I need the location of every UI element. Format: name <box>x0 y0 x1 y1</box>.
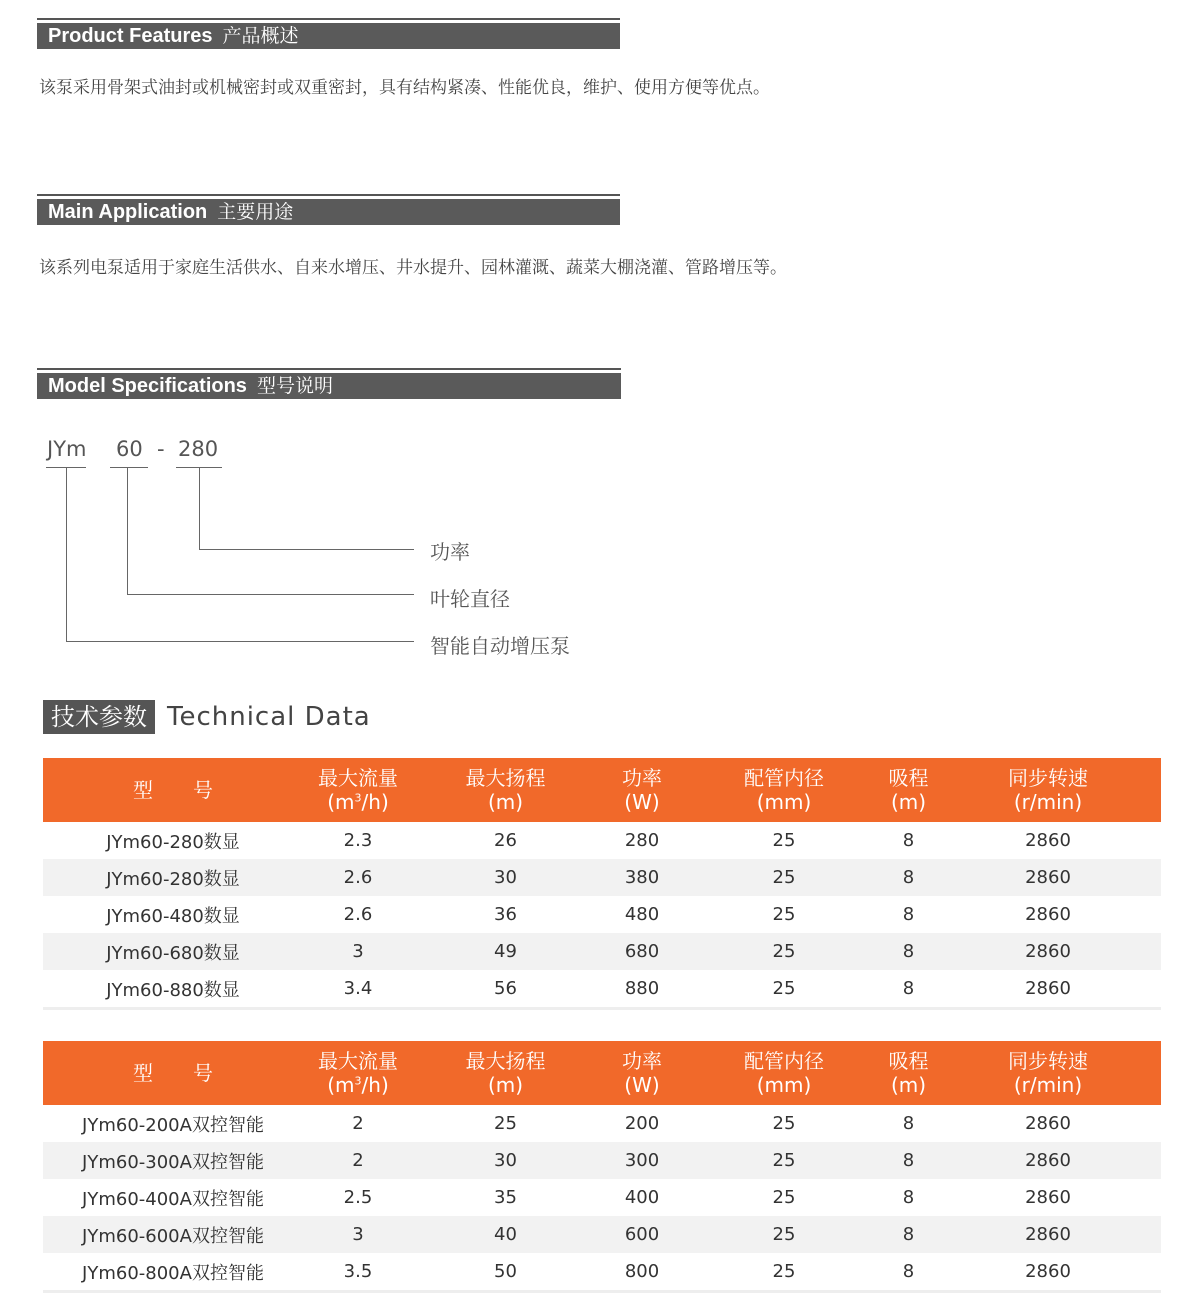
cell-power: 200 <box>624 1113 660 1134</box>
code-underline <box>110 467 148 468</box>
table-row <box>43 1216 1161 1253</box>
cell-speed: 2860 <box>935 1216 1161 1253</box>
section-title-bar <box>37 199 620 225</box>
header-power-unit: (W) <box>624 790 660 814</box>
header-head-label: 最大扬程 <box>465 766 546 790</box>
table-row <box>43 822 1161 859</box>
section-title-bar <box>37 373 621 399</box>
header-speed-unit: (r/min) <box>1013 790 1083 814</box>
cell-power: 600 <box>598 1216 686 1253</box>
table-row <box>43 970 1161 1009</box>
header-speed-label: 同步转速 <box>1008 766 1088 790</box>
table-row <box>43 859 1161 896</box>
cell-model: JYm60-300A双控智能 <box>43 1142 303 1179</box>
leader-line <box>199 467 200 549</box>
table-row <box>43 1253 1161 1292</box>
legend-pump-type: 智能自动增压泵 <box>430 634 570 658</box>
cell-pipe: 25 <box>686 1216 882 1253</box>
cell-flow: 3.4 <box>303 970 413 1009</box>
cell-pipe: 25 <box>686 1142 882 1179</box>
cell-power: 480 <box>624 904 660 925</box>
cell-power: 280 <box>624 830 660 851</box>
cell-suction: 8 <box>882 1216 935 1253</box>
cell-head: 56 <box>413 970 598 1009</box>
header-suction <box>882 1041 935 1105</box>
table-row <box>43 1105 1161 1142</box>
section-title-en: Model Specifications <box>48 375 247 397</box>
header-power <box>598 758 686 822</box>
cell-pipe: 25 <box>686 1253 882 1292</box>
cell-head: 25 <box>494 1113 517 1134</box>
cell-power: 400 <box>624 1187 660 1208</box>
header-flow-unit-post: /h) <box>361 790 389 814</box>
cell-speed: 2860 <box>1025 1113 1071 1134</box>
header-pipe-label: 配管内径 <box>744 1049 824 1073</box>
cell-suction: 8 <box>902 1113 915 1134</box>
cell-flow: 3 <box>303 933 413 970</box>
cell-pipe: 25 <box>772 830 796 851</box>
code-part-impeller: 60 <box>116 437 143 461</box>
cell-head: 30 <box>413 1142 598 1179</box>
cell-head: 36 <box>494 904 517 925</box>
header-flow <box>303 1041 413 1105</box>
cell-power: 680 <box>598 933 686 970</box>
header-suction <box>882 758 935 822</box>
divider <box>37 194 620 196</box>
code-part-power: 280 <box>178 437 219 461</box>
cell-power: 380 <box>598 859 686 896</box>
header-speed <box>935 758 1161 822</box>
table-header-row <box>43 1041 1161 1105</box>
technical-title-cn: 技术参数 <box>43 700 155 734</box>
table-header-row <box>43 758 1161 822</box>
table-row <box>43 896 1161 933</box>
cell-head: 35 <box>494 1187 517 1208</box>
leader-line <box>199 549 414 550</box>
technical-title-en: Technical Data <box>167 702 371 732</box>
cell-model: JYm60-400A双控智能 <box>82 1188 264 1210</box>
header-power-unit: (W) <box>624 1073 660 1097</box>
divider <box>37 368 621 370</box>
header-head-unit: (m) <box>487 790 524 814</box>
cell-flow: 2 <box>303 1142 413 1179</box>
header-suction-label: 吸程 <box>888 766 929 790</box>
header-model-label: 型 号 <box>133 1061 213 1085</box>
leader-line <box>127 594 414 595</box>
cell-speed: 2860 <box>1025 1187 1071 1208</box>
header-flow-unit-sup: 3 <box>354 1074 362 1088</box>
cell-speed: 2860 <box>935 933 1161 970</box>
header-pipe-label: 配管内径 <box>744 766 824 790</box>
cell-suction: 8 <box>882 1142 935 1179</box>
header-power-label: 功率 <box>622 1049 662 1073</box>
header-pipe <box>686 1041 882 1105</box>
header-head-label: 最大扬程 <box>465 1049 546 1073</box>
cell-power: 300 <box>598 1142 686 1179</box>
cell-speed: 2860 <box>1025 830 1071 851</box>
header-pipe-unit: (mm) <box>756 1073 812 1097</box>
cell-model: JYm60-480数显 <box>106 905 240 927</box>
cell-speed: 2860 <box>1025 904 1071 925</box>
cell-head: 30 <box>413 859 598 896</box>
cell-flow: 2.6 <box>303 859 413 896</box>
cell-power: 800 <box>598 1253 686 1292</box>
application-text: 该系列电泵适用于家庭生活供水、自来水增压、井水提升、园林灌溉、蔬菜大棚浇灌、管路增压等。 <box>39 258 787 278</box>
header-speed <box>935 1041 1161 1105</box>
cell-model: JYm60-200A双控智能 <box>82 1114 264 1136</box>
cell-model: JYm60-880数显 <box>43 970 303 1009</box>
cell-speed: 2860 <box>935 970 1161 1009</box>
header-flow-unit-sup: 3 <box>354 791 362 805</box>
cell-pipe: 25 <box>772 1187 796 1208</box>
cell-flow: 3.5 <box>303 1253 413 1292</box>
cell-flow: 2.6 <box>343 904 373 925</box>
section-title-en: Product Features <box>48 25 213 47</box>
section-title-cn: 产品概述 <box>222 25 299 47</box>
header-power-label: 功率 <box>622 766 662 790</box>
section-title-en: Main Application <box>48 201 208 223</box>
table-row <box>43 1179 1161 1216</box>
legend-power: 功率 <box>430 540 470 564</box>
cell-pipe: 25 <box>772 904 796 925</box>
cell-suction: 8 <box>902 830 915 851</box>
header-flow-label: 最大流量 <box>318 1049 398 1073</box>
cell-head: 26 <box>494 830 517 851</box>
leader-line <box>66 467 67 641</box>
header-power <box>598 1041 686 1105</box>
features-text: 该泵采用骨架式油封或机械密封或双重密封，具有结构紧凑、性能优良，维护、使用方便等优点。 <box>39 78 770 98</box>
leader-line <box>127 467 128 594</box>
header-flow-label: 最大流量 <box>318 766 398 790</box>
divider <box>37 18 620 20</box>
table-row <box>43 1142 1161 1179</box>
header-pipe <box>686 758 882 822</box>
cell-model: JYm60-680数显 <box>43 933 303 970</box>
section-title-cn: 型号说明 <box>256 375 333 397</box>
cell-speed: 2860 <box>935 1253 1161 1292</box>
cell-head: 49 <box>413 933 598 970</box>
code-part-series: JYm <box>47 437 87 461</box>
header-head <box>413 758 598 822</box>
header-pipe-unit: (mm) <box>756 790 812 814</box>
header-flow-unit: (m <box>327 790 355 814</box>
cell-flow: 2.3 <box>343 830 373 851</box>
code-part-dash: - <box>157 437 165 461</box>
header-speed-unit: (r/min) <box>1013 1073 1083 1097</box>
cell-model: JYm60-600A双控智能 <box>43 1216 303 1253</box>
cell-model: JYm60-280数显 <box>43 859 303 896</box>
header-suction-unit: (m) <box>890 790 927 814</box>
cell-pipe: 25 <box>686 859 882 896</box>
cell-speed: 2860 <box>935 1142 1161 1179</box>
cell-power: 880 <box>598 970 686 1009</box>
spec-table-dual-control <box>43 1041 1161 1293</box>
header-model <box>43 758 303 822</box>
legend-impeller-diameter: 叶轮直径 <box>430 587 510 611</box>
cell-head: 50 <box>413 1253 598 1292</box>
table-row <box>43 933 1161 970</box>
header-head-unit: (m) <box>487 1073 524 1097</box>
leader-line <box>66 641 414 642</box>
header-flow-unit-post: /h) <box>361 1073 389 1097</box>
cell-suction: 8 <box>902 904 915 925</box>
spec-table-digital <box>43 758 1161 1010</box>
header-head <box>413 1041 598 1105</box>
cell-flow: 3 <box>303 1216 413 1253</box>
section-title-cn: 主要用途 <box>217 201 294 223</box>
cell-suction: 8 <box>882 1253 935 1292</box>
section-title-bar <box>37 23 620 49</box>
header-model-label: 型 号 <box>133 778 213 802</box>
cell-flow: 2.5 <box>343 1187 373 1208</box>
cell-model: JYm60-280数显 <box>106 831 240 853</box>
cell-suction: 8 <box>902 1187 915 1208</box>
cell-pipe: 25 <box>686 970 882 1009</box>
cell-speed: 2860 <box>935 859 1161 896</box>
header-suction-unit: (m) <box>890 1073 927 1097</box>
header-flow-unit: (m <box>327 1073 355 1097</box>
cell-pipe: 25 <box>686 933 882 970</box>
header-suction-label: 吸程 <box>888 1049 929 1073</box>
cell-model: JYm60-800A双控智能 <box>43 1253 303 1292</box>
technical-data-title <box>43 700 371 734</box>
header-flow <box>303 758 413 822</box>
cell-suction: 8 <box>882 859 935 896</box>
cell-head: 40 <box>413 1216 598 1253</box>
cell-suction: 8 <box>882 970 935 1009</box>
header-model <box>43 1041 303 1105</box>
header-speed-label: 同步转速 <box>1008 1049 1088 1073</box>
cell-pipe: 25 <box>772 1113 796 1134</box>
cell-suction: 8 <box>882 933 935 970</box>
cell-flow: 2 <box>352 1113 364 1134</box>
